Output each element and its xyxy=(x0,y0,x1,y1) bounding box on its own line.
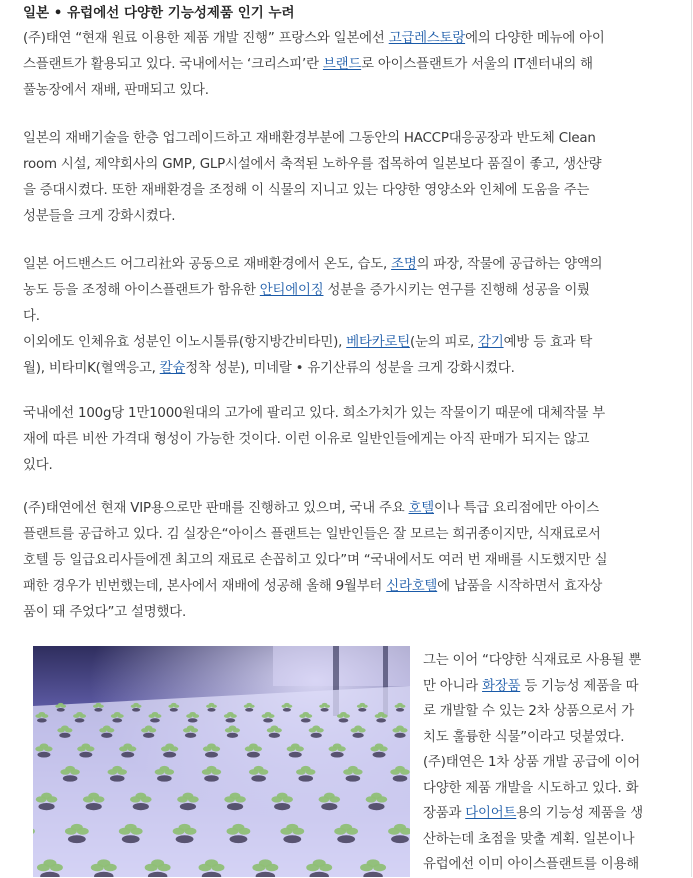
seedling-leaf xyxy=(322,703,327,706)
plug-hole xyxy=(358,708,366,712)
seedling-leaf xyxy=(397,703,402,706)
seedling-leaf xyxy=(254,766,264,772)
text-line xyxy=(423,699,673,725)
seedling-leaf xyxy=(183,793,194,799)
plug-hole xyxy=(101,733,112,738)
plug-hole xyxy=(227,733,238,738)
text-segment: 을 증대시켰다. 또한 재배환경을 조정해 이 식물의 지니고 있는 다양한 영양소와 인체에 도움을 주는 xyxy=(23,183,590,198)
seedling-leaf xyxy=(145,726,153,730)
plug-hole xyxy=(245,708,253,712)
text-segment: 스플랜트가 활용되고 있다. 국내에서는 ‘크리스피’란 xyxy=(23,57,323,72)
seedling-leaf xyxy=(40,744,49,749)
text-line xyxy=(23,574,665,600)
seedling-leaf xyxy=(125,824,137,831)
seedling-leaf xyxy=(229,726,237,730)
plug-hole xyxy=(121,752,134,758)
text-segment: 이나 특급 요리점에만 아이스 xyxy=(434,501,600,516)
seedling-leaf xyxy=(207,766,217,772)
seedling-leaf xyxy=(395,766,405,772)
text-segment: 농도 등을 조정해 아이스플랜트가 함유한 xyxy=(23,283,260,298)
plug-hole xyxy=(393,775,408,781)
text-segment: (주)태연 “현재 원료 이용한 제품 개발 진행” 프랑스와 일본에선 xyxy=(23,31,389,46)
text-line xyxy=(23,152,665,178)
text-segment: 호텔 등 일급요리사들에겐 최고의 재료로 손꼽히고 있다”며 “국내에서도 여러 번 재배를 시도했지만 실 xyxy=(23,553,608,568)
article-title: 일본 • 유럽에선 다양한 기능성제품 인기 누려 xyxy=(23,5,295,21)
seedling-leaf xyxy=(271,726,279,730)
text-segment: 있다. xyxy=(23,458,53,473)
plug-hole xyxy=(205,752,218,758)
text-segment: 다양한 제품 개발을 시도하고 있다. 화 xyxy=(423,780,639,796)
text-segment: 로 개발할 수 있는 2차 상품으로서 가 xyxy=(423,704,634,719)
text-line xyxy=(23,126,665,152)
plug-hole xyxy=(263,718,273,722)
keyword-link[interactable]: 신라호텔 xyxy=(386,579,438,594)
plug-hole xyxy=(185,733,196,738)
text-line xyxy=(423,776,673,802)
text-segment: 등 기능성 제품을 따 xyxy=(520,678,639,694)
keyword-link[interactable]: 호텔 xyxy=(408,501,435,516)
text-line xyxy=(23,52,665,78)
seedling-leaf xyxy=(232,824,244,831)
plug-hole xyxy=(59,733,70,738)
seedling-leaf xyxy=(340,824,352,831)
seedling-leaf xyxy=(133,703,138,706)
plug-hole xyxy=(346,775,361,781)
plug-hole xyxy=(373,752,386,758)
text-line xyxy=(423,827,673,853)
keyword-link[interactable]: 브랜드 xyxy=(322,57,362,72)
keyword-link[interactable]: 칼슘 xyxy=(159,361,186,376)
seedling-leaf xyxy=(360,703,365,706)
plug-hole xyxy=(163,752,176,758)
plug-hole xyxy=(269,733,280,738)
plug-hole xyxy=(38,803,54,810)
paragraph-2 xyxy=(23,126,665,230)
seedling-leaf xyxy=(291,744,300,749)
keyword-link[interactable]: 화장품 xyxy=(482,678,521,694)
text-line xyxy=(423,674,673,700)
text-line xyxy=(23,330,665,356)
seedling-leaf xyxy=(65,766,75,772)
text-segment: 다. xyxy=(23,309,40,324)
plug-hole xyxy=(143,733,154,738)
paragraph-4 xyxy=(23,401,665,479)
text-segment: 그는 이어 “다양한 식재료로 사용될 뿐 xyxy=(423,653,642,668)
seedling-leaf xyxy=(41,793,52,799)
seedling-leaf xyxy=(135,793,146,799)
hydroponic-seedlings-photo xyxy=(33,646,410,877)
seedling-leaf xyxy=(312,726,320,730)
text-segment: 성분을 증가시키는 연구를 진행해 성공을 이뤘 xyxy=(323,283,590,298)
seedling-leaf xyxy=(209,703,214,706)
plug-hole xyxy=(298,775,313,781)
seedling-leaf xyxy=(286,824,298,831)
text-segment: 성분들을 크게 강화시켰다. xyxy=(23,209,176,224)
seedling-leaf xyxy=(354,726,362,730)
seedling-leaf xyxy=(97,859,110,867)
seedling-leaf xyxy=(277,793,288,799)
text-segment: 풀농장에서 재배, 판매되고 있다. xyxy=(23,83,209,98)
paragraph-5 xyxy=(23,496,665,626)
paragraph-1 xyxy=(23,26,665,104)
text-line xyxy=(23,178,665,204)
plug-hole xyxy=(337,835,355,843)
plug-hole xyxy=(274,803,290,810)
seedling-leaf xyxy=(82,744,91,749)
text-line xyxy=(423,648,673,674)
paragraph-3 xyxy=(23,252,665,382)
seedling-leaf xyxy=(151,859,164,867)
text-line xyxy=(423,750,673,776)
plug-hole xyxy=(176,835,194,843)
seedling-leaf xyxy=(301,766,311,772)
text-line xyxy=(423,725,673,751)
text-segment: room 시설, 제약회사의 GMP, GLP시설에서 축적된 노하우를 접목하여 일본보다 품질이 좋고, 생산량 xyxy=(23,157,602,172)
text-segment: 국내에선 100g당 1만1000원대의 고가에 팔리고 있다. 희소가치가 있는 작물이기 때문에 대체작물 부 xyxy=(23,406,606,421)
seedling-leaf xyxy=(371,793,382,799)
seedling-leaf xyxy=(76,712,82,716)
plug-hole xyxy=(283,835,301,843)
text-line xyxy=(23,26,665,52)
text-segment: 플랜트를 공급하고 있다. 김 실장은“아이스 플랜트는 일반인들은 잘 모르는 희귀종이지만, 식재료로서 xyxy=(23,527,601,542)
text-line xyxy=(23,522,665,548)
text-segment: 에 납품을 시작하면서 효자상 xyxy=(437,579,603,594)
plug-hole xyxy=(311,733,322,738)
text-line xyxy=(23,252,665,278)
text-line xyxy=(23,496,665,522)
text-segment: 치도 훌륭한 식물”이라고 덧붙였다. xyxy=(423,729,625,745)
plug-hole xyxy=(63,775,78,781)
text-line xyxy=(23,204,665,230)
text-segment: 예방 등 효과 탁 xyxy=(503,335,593,350)
plug-hole xyxy=(75,718,85,722)
plug-hole xyxy=(112,718,122,722)
seedling-leaf xyxy=(179,824,191,831)
text-line xyxy=(23,453,665,479)
seedling-leaf xyxy=(394,824,406,831)
seedling-leaf xyxy=(58,703,63,706)
seedling-leaf xyxy=(375,744,384,749)
text-segment: 월), 비타미K(혈액응고, xyxy=(23,361,160,376)
seedling-leaf xyxy=(333,744,342,749)
plug-hole xyxy=(251,775,266,781)
text-line xyxy=(23,600,665,626)
text-line xyxy=(423,852,673,878)
plug-hole xyxy=(157,775,172,781)
plug-hole xyxy=(188,718,198,722)
seedling-leaf xyxy=(123,744,132,749)
plug-hole xyxy=(170,708,178,712)
keyword-link[interactable]: 베타카로틴 xyxy=(346,335,410,350)
text-segment: 패한 경우가 빈번했는데, 본사에서 재배에 성공해 올해 9월부터 xyxy=(23,579,387,594)
text-line xyxy=(23,401,665,427)
text-line xyxy=(23,548,665,574)
text-segment: 만 아니라 xyxy=(423,678,483,694)
seedling-leaf xyxy=(284,703,289,706)
plug-hole xyxy=(391,835,409,843)
plug-hole xyxy=(94,708,102,712)
seedling-leaf xyxy=(103,726,111,730)
seedling-leaf xyxy=(249,744,258,749)
plug-hole xyxy=(396,708,404,712)
plug-hole xyxy=(180,803,196,810)
plug-hole xyxy=(132,708,140,712)
text-line xyxy=(23,356,665,382)
plug-hole xyxy=(230,835,248,843)
text-line xyxy=(23,304,665,330)
seedling-leaf xyxy=(367,859,380,867)
plug-hole xyxy=(376,718,386,722)
seedling-leaf xyxy=(247,703,252,706)
text-segment: 재에 따른 비싼 가격대 형성이 가능한 것이다. 이런 이유로 일반인들에게는 아직 판매가 되지는 않고 xyxy=(23,432,590,447)
text-segment: 장품과 xyxy=(423,806,466,821)
seedling-leaf xyxy=(348,766,358,772)
seedling-leaf xyxy=(205,859,218,867)
text-segment: (눈의 피로, xyxy=(409,335,479,350)
seedling-leaf xyxy=(324,793,335,799)
seedling-leaf xyxy=(61,726,69,730)
keyword-link[interactable]: 조명 xyxy=(391,257,417,272)
text-segment: 에의 다양한 메뉴에 아이 xyxy=(465,31,605,46)
plug-hole xyxy=(122,835,140,843)
plug-hole xyxy=(204,775,219,781)
plug-hole xyxy=(110,775,125,781)
text-segment: 품이 돼 주었다”고 설명했다. xyxy=(23,605,187,620)
seedling-leaf xyxy=(160,766,170,772)
seedling-leaf xyxy=(378,712,384,716)
seedling-leaf xyxy=(340,712,346,716)
plug-hole xyxy=(368,803,384,810)
seedling-leaf xyxy=(189,712,195,716)
plug-hole xyxy=(339,718,349,722)
seedling-leaf xyxy=(230,793,241,799)
text-line xyxy=(23,278,665,304)
plug-hole xyxy=(150,718,160,722)
seedling-leaf xyxy=(227,712,233,716)
seedling-leaf xyxy=(171,703,176,706)
plug-hole xyxy=(68,835,86,843)
plug-hole xyxy=(352,733,363,738)
seedling-leaf xyxy=(112,766,122,772)
plug-hole xyxy=(331,752,344,758)
plug-hole xyxy=(37,718,47,722)
text-segment: 용의 기능성 제품을 생 xyxy=(516,806,644,821)
keyword-link[interactable]: 안티에이징 xyxy=(259,283,324,298)
plug-hole xyxy=(225,718,235,722)
seedling-leaf xyxy=(152,712,158,716)
text-segment: 로 아이스플랜트가 서울의 IT센터내의 해 xyxy=(361,57,593,72)
plug-hole xyxy=(207,708,215,712)
keyword-link[interactable]: 고급레스토랑 xyxy=(388,31,466,46)
plug-hole xyxy=(394,733,405,738)
plug-hole xyxy=(227,803,243,810)
plug-hole xyxy=(321,803,337,810)
text-segment: (주)태연에선 현재 VIP용으로만 판매를 진행하고 있으며, 국내 주요 xyxy=(23,501,409,516)
text-segment: 이외에도 인체유효 성분인 이노시톨류(항지방간비타민), xyxy=(23,335,347,350)
text-line xyxy=(423,801,673,827)
seedling-leaf xyxy=(71,824,83,831)
text-segment: 일본의 재배기술을 한층 업그레이드하고 재배환경부분에 그동안의 HACCP대응공장과 반도체 Clean xyxy=(23,131,596,146)
seedling-leaf xyxy=(265,712,271,716)
text-segment: 일본 어드밴스드 어그리社와 공동으로 재배환경에서 온도, 습도, xyxy=(23,257,392,272)
plug-hole xyxy=(86,803,102,810)
seedling-leaf xyxy=(187,726,195,730)
seedling-leaf xyxy=(207,744,216,749)
plug-hole xyxy=(301,718,311,722)
keyword-link[interactable]: 감기 xyxy=(478,335,504,350)
text-line xyxy=(23,427,665,453)
seedling-leaf xyxy=(303,712,309,716)
plug-hole xyxy=(321,708,329,712)
seedling-leaf xyxy=(96,703,101,706)
plug-hole xyxy=(57,708,65,712)
text-line xyxy=(23,78,665,104)
text-segment: 유럽에선 이미 아이스플랜트를 이용해 xyxy=(423,857,639,872)
plug-hole xyxy=(37,752,50,758)
plug-hole xyxy=(79,752,92,758)
text-segment: 의 파장, 작물에 공급하는 양액의 xyxy=(416,257,603,272)
keyword-link[interactable]: 다이어트 xyxy=(465,806,517,821)
seedling-leaf xyxy=(39,712,45,716)
text-segment: (주)태연은 1차 상품 개발 공급에 이어 xyxy=(423,755,640,770)
plug-hole xyxy=(283,708,291,712)
seedling-leaf xyxy=(313,859,326,867)
plug-hole xyxy=(289,752,302,758)
seedling-leaf xyxy=(43,859,56,867)
plug-hole xyxy=(247,752,260,758)
side-text xyxy=(423,648,673,878)
seedling-leaf xyxy=(259,859,272,867)
seedling-leaf xyxy=(88,793,99,799)
text-segment: 정착 성분), 미네랄 • 유기산류의 성분을 크게 강화시켰다. xyxy=(185,361,515,376)
plug-hole xyxy=(133,803,149,810)
seedling-leaf xyxy=(396,726,404,730)
text-segment: 산하는데 초점을 맞출 계획. 일본이나 xyxy=(423,831,635,847)
seedling-leaf xyxy=(165,744,174,749)
seedling-leaf xyxy=(114,712,120,716)
